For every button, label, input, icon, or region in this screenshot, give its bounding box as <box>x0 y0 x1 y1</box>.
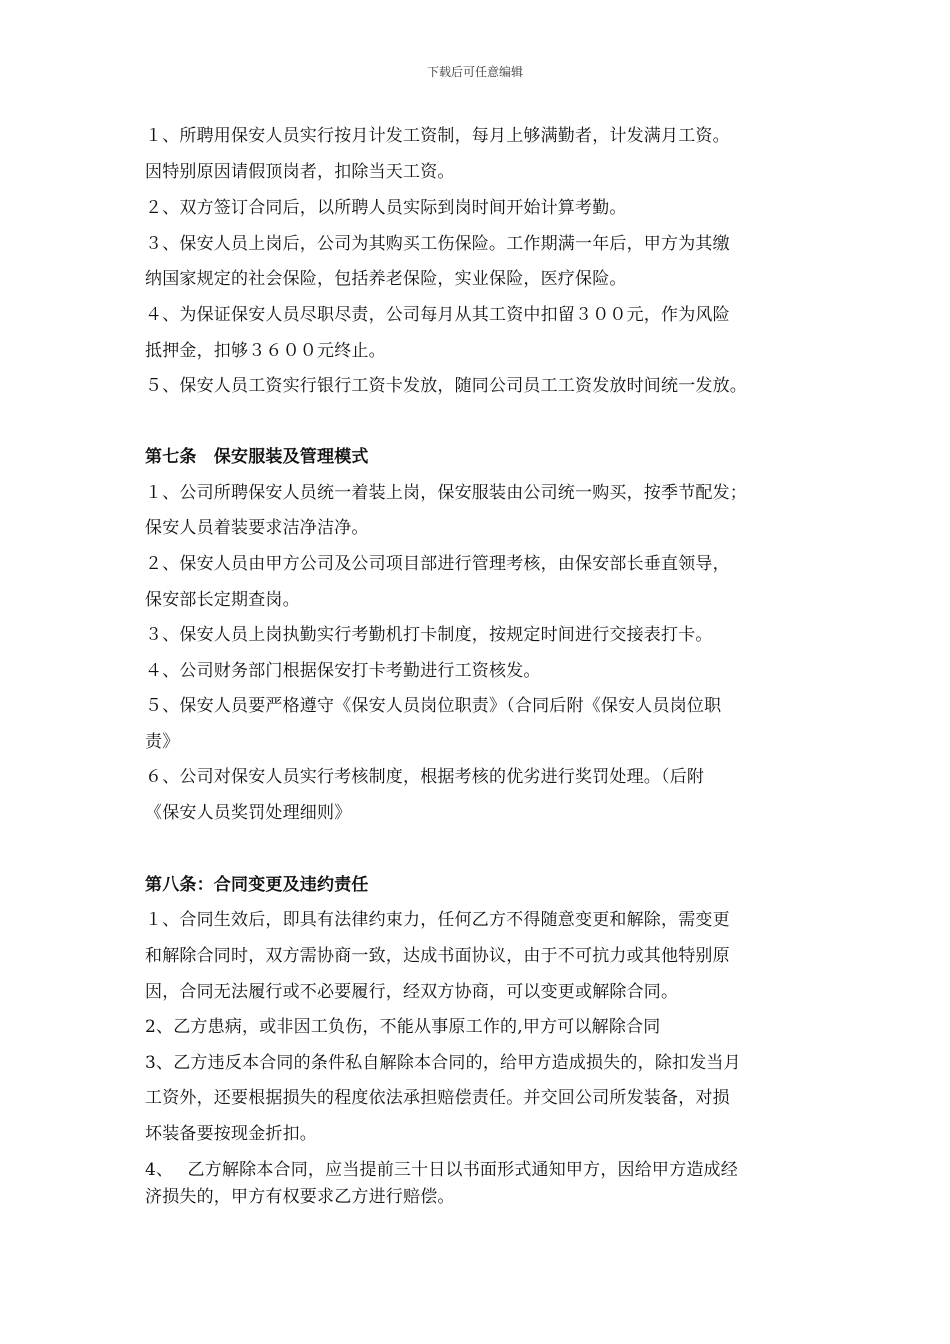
text-line: １、所聘用保安人员实行按月计发工资制，每月上够满勤者，计发满月工资。 <box>145 126 730 146</box>
text-line: 4、 乙方解除本合同，应当提前三十日以书面形式通知甲方，因给甲方造成经 <box>145 1160 738 1180</box>
text-line: ２、双方签订合同后，以所聘人员实际到岗时间开始计算考勤。 <box>145 198 627 218</box>
text-line: 2、乙方患病，或非因工负伤，不能从事原工作的,甲方可以解除合同 <box>145 1017 661 1037</box>
text-line: １、合同生效后，即具有法律约束力，任何乙方不得随意变更和解除，需变更 <box>145 910 730 930</box>
text-line: ３、保安人员上岗执勤实行考勤机打卡制度，按规定时间进行交接表打卡。 <box>145 625 713 645</box>
text-line: 工资外，还要根据损失的程度依法承担赔偿责任。并交回公司所发装备，对损 <box>145 1088 730 1108</box>
text-line: ４、公司财务部门根据保安打卡考勤进行工资核发。 <box>145 661 541 681</box>
text-line: ５、保安人员要严格遵守《保安人员岗位职责》（合同后附《保安人员岗位职 <box>145 696 722 716</box>
text-line: ２、保安人员由甲方公司及公司项目部进行管理考核，由保安部长垂直领导， <box>145 554 730 574</box>
text-line: 济损失的，甲方有权要求乙方进行赔偿。 <box>145 1187 455 1207</box>
text-line: ３、保安人员上岗后，公司为其购买工伤保险。工作期满一年后，甲方为其缴 <box>145 234 730 254</box>
text-line: 和解除合同时，双方需协商一致，达成书面协议，由于不可抗力或其他特别原 <box>145 946 730 966</box>
section-heading: 第八条：合同变更及违约责任 <box>145 875 369 895</box>
page-header: 下载后可任意编辑 <box>426 65 523 79</box>
text-line: 纳国家规定的社会保险，包括养老保险，实业保险，医疗保险。 <box>145 269 627 289</box>
text-line: 坏装备要按现金折扣。 <box>145 1124 317 1144</box>
text-line: 保安人员着装要求洁净洁净。 <box>145 518 369 538</box>
text-line: 保安部长定期查岗。 <box>145 590 300 610</box>
text-line: 因，合同无法履行或不必要履行，经双方协商，可以变更或解除合同。 <box>145 982 679 1002</box>
text-line: ４、为保证保安人员尽职尽责，公司每月从其工资中扣留３００元，作为风险 <box>145 305 730 325</box>
text-line: 责》 <box>145 732 180 752</box>
text-line: 3、乙方违反本合同的条件私自解除本合同的，给甲方造成损失的，除扣发当月 <box>145 1053 741 1073</box>
text-line: 抵押金，扣够３６００元终止。 <box>145 341 386 361</box>
text-line: 因特别原因请假顶岗者，扣除当天工资。 <box>145 162 455 182</box>
text-line: １、公司所聘保安人员统一着装上岗，保安服装由公司统一购买，按季节配发； <box>145 483 747 503</box>
text-line: 《保安人员奖罚处理细则》 <box>145 803 352 823</box>
text-line: ６、公司对保安人员实行考核制度，根据考核的优劣进行奖罚处理。（后附 <box>145 767 705 787</box>
text-line: ５、保安人员工资实行银行工资卡发放，随同公司员工工资发放时间统一发放。 <box>145 376 747 396</box>
section-heading: 第七条 保安服装及管理模式 <box>145 447 369 467</box>
